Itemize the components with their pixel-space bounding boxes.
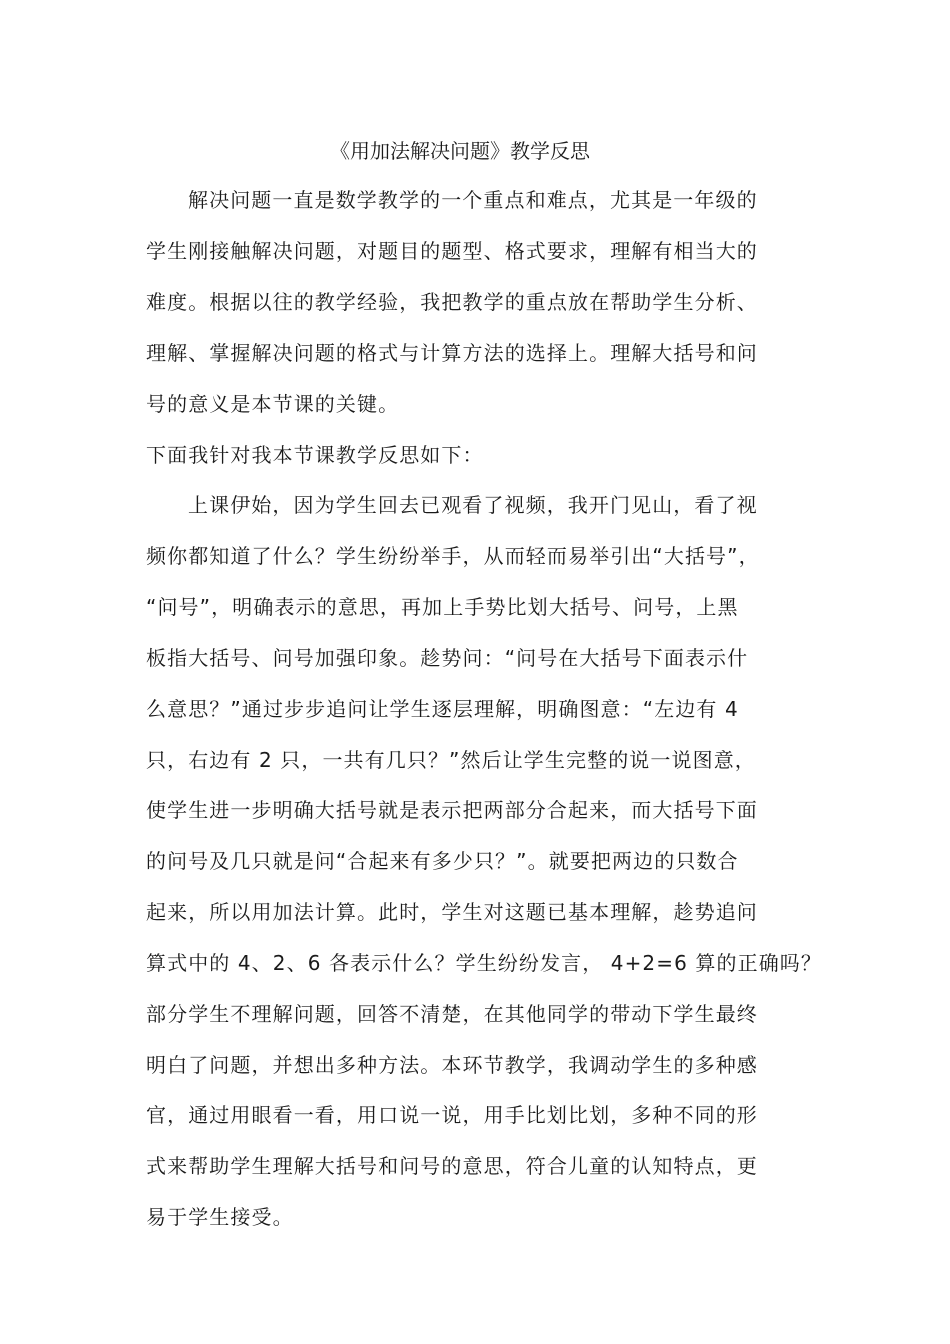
paragraph-line: 学生刚接触解决问题，对题目的题型、格式要求，理解有相当大的: [146, 239, 758, 263]
paragraph-line: 板指大括号、问号加强印象。趁势问：“问号在大括号下面表示什: [146, 646, 749, 670]
paragraph-line: 上课伊始，因为学生回去已观看了视频，我开门见山，看了视: [188, 493, 758, 517]
paragraph-line: “问号”，明确表示的意思，再加上手势比划大括号、问号，上黑: [146, 595, 739, 619]
paragraph-line: 号的意义是本节课的关键。: [146, 392, 400, 416]
paragraph-line: 算式中的 4、2、6 各表示什么？学生纷纷发言， 4+2=6 算的正确吗？: [146, 951, 822, 975]
paragraph-line: 使学生进一步明确大括号就是表示把两部分合起来，而大括号下面: [146, 798, 758, 822]
paragraph-line: 解决问题一直是数学教学的一个重点和难点，尤其是一年级的: [188, 188, 758, 212]
paragraph-line: 的问号及几只就是问“合起来有多少只？”。就要把两边的只数合: [146, 849, 739, 873]
paragraph-line: 起来，所以用加法计算。此时，学生对这题已基本理解，趁势追问: [146, 900, 758, 924]
paragraph-line: 频你都知道了什么？学生纷纷举手，从而轻而易举引出“大括号”，: [146, 544, 760, 568]
paragraph-line: 难度。根据以往的教学经验，我把教学的重点放在帮助学生分析、: [146, 290, 758, 314]
paragraph-line: 易于学生接受。: [146, 1205, 294, 1229]
paragraph-line: 理解、掌握解决问题的格式与计算方法的选择上。理解大括号和问: [146, 341, 758, 365]
paragraph-line: 只，右边有 2 只，一共有几只？”然后让学生完整的说一说图意，: [146, 748, 756, 772]
document-title: 《用加法解决问题》教学反思: [330, 139, 590, 163]
paragraph-line: 官，通过用眼看一看，用口说一说，用手比划比划，多种不同的形: [146, 1103, 758, 1127]
paragraph-line: 式来帮助学生理解大括号和问号的意思，符合儿童的认知特点，更: [146, 1154, 758, 1178]
paragraph-line: 明白了问题，并想出多种方法。本环节教学，我调动学生的多种感: [146, 1053, 758, 1077]
paragraph-line: 部分学生不理解问题，回答不清楚，在其他同学的带动下学生最终: [146, 1002, 758, 1026]
paragraph-line: 下面我针对我本节课教学反思如下：: [146, 443, 484, 467]
paragraph-line: 么意思？”通过步步追问让学生逐层理解，明确图意：“左边有 4: [146, 697, 739, 721]
